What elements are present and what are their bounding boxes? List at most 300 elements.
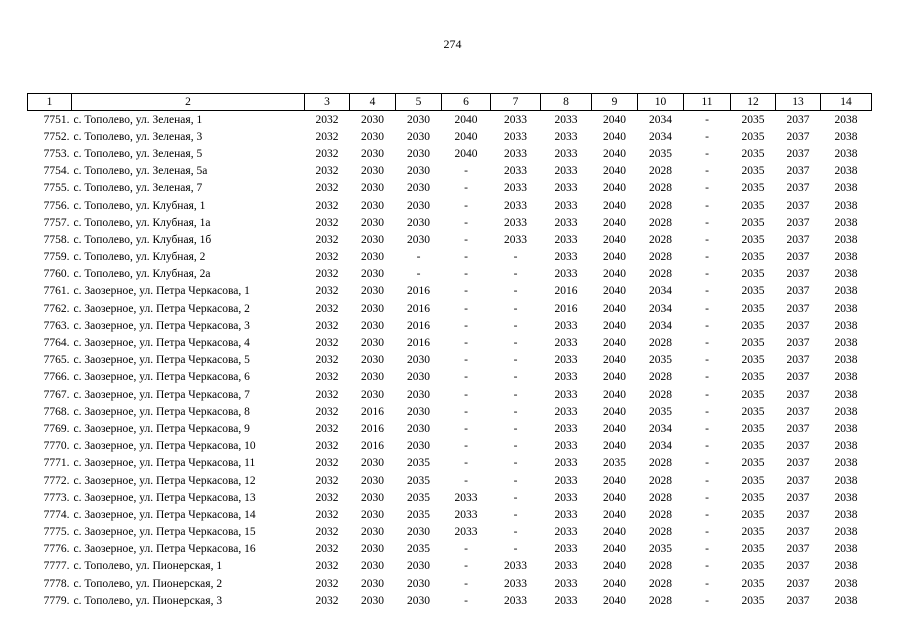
year-cell: 2037 (786, 285, 810, 298)
row-number-cell: 7767. (43, 388, 70, 401)
year-cell: 2033 (454, 508, 478, 521)
year-cell: - (464, 302, 468, 315)
row-number-cell: 7771. (43, 457, 70, 470)
year-cell: 2032 (315, 216, 339, 229)
year-cell: 2040 (603, 251, 626, 264)
address-cell: с. Тополево, ул. Клубная, 1б (73, 233, 212, 246)
year-cell: 2033 (554, 474, 578, 487)
year-cell: 2038 (834, 440, 858, 453)
year-cell: 2040 (603, 302, 626, 315)
address-cell: с. Заозерное, ул. Петра Черкасова, 5 (73, 354, 250, 367)
year-cell: 2035 (649, 147, 672, 160)
year-cell: 2034 (649, 302, 672, 315)
address-cell: с. Заозерное, ул. Петра Черкасова, 13 (73, 491, 256, 504)
table-row (28, 524, 872, 541)
year-cell: 2032 (315, 526, 339, 539)
year-cell: 2040 (603, 405, 626, 418)
year-cell: - (464, 216, 468, 229)
year-cell: 2035 (741, 594, 765, 607)
year-cell: 2038 (834, 165, 858, 178)
address-cell: с. Тополево, ул. Пионерская, 2 (73, 577, 223, 590)
year-cell: - (513, 302, 518, 315)
year-cell: - (705, 594, 709, 607)
column-header: 13 (776, 94, 821, 111)
column-header: 2 (72, 94, 305, 111)
year-cell: 2030 (361, 285, 384, 298)
row-number-cell: 7753. (43, 147, 70, 160)
year-cell: 2033 (554, 113, 578, 126)
year-cell: 2033 (554, 457, 578, 470)
year-cell: 2033 (504, 233, 527, 246)
year-cell: 2038 (834, 233, 858, 246)
address-cell: с. Тополево, ул. Пионерская, 3 (73, 594, 223, 607)
row-number-cell: 7763. (43, 319, 70, 332)
year-cell: 2037 (786, 543, 810, 556)
year-cell: 2030 (361, 508, 384, 521)
year-cell: 2030 (407, 147, 430, 160)
row-number-cell: 7774. (43, 508, 70, 521)
year-cell: - (705, 388, 709, 401)
year-cell: 2033 (554, 182, 578, 195)
year-cell: 2028 (649, 268, 672, 281)
year-cell: 2033 (554, 233, 578, 246)
year-cell: 2038 (834, 113, 858, 126)
year-cell: - (705, 130, 709, 143)
year-cell: 2033 (554, 319, 578, 332)
year-cell: 2033 (554, 405, 578, 418)
year-cell: 2016 (407, 337, 430, 350)
year-cell: 2028 (649, 560, 672, 573)
year-cell: 2038 (834, 319, 858, 332)
year-cell: 2030 (361, 457, 384, 470)
row-number-cell: 7752. (43, 130, 70, 143)
year-cell: 2038 (834, 130, 858, 143)
year-cell: 2030 (407, 594, 430, 607)
year-cell: 2034 (649, 130, 672, 143)
year-cell: 2030 (361, 526, 384, 539)
year-cell: - (705, 491, 709, 504)
year-cell: 2033 (554, 508, 578, 521)
year-cell: 2033 (554, 560, 578, 573)
year-cell: - (705, 422, 709, 435)
year-cell: 2038 (834, 543, 858, 556)
year-cell: 2030 (361, 199, 384, 212)
table-row (28, 180, 872, 197)
year-cell: - (705, 474, 709, 487)
year-cell: - (464, 457, 468, 470)
address-cell: с. Заозерное, ул. Петра Черкасова, 12 (73, 474, 256, 487)
table-row (28, 455, 872, 472)
year-cell: 2033 (554, 337, 578, 350)
address-cell: с. Тополево, ул. Зеленая, 5 (73, 147, 203, 160)
year-cell: 2035 (741, 388, 765, 401)
table-row (28, 438, 872, 455)
year-cell: 2034 (649, 440, 672, 453)
year-cell: - (513, 440, 518, 453)
year-cell: - (705, 251, 709, 264)
year-cell: 2030 (407, 371, 430, 384)
year-cell: 2030 (407, 233, 430, 246)
year-cell: 2033 (454, 526, 478, 539)
year-cell: 2032 (315, 302, 339, 315)
year-cell: 2035 (741, 130, 765, 143)
year-cell: - (705, 440, 709, 453)
year-cell: 2035 (649, 543, 672, 556)
table-row (28, 558, 872, 575)
year-cell: 2040 (603, 216, 626, 229)
row-number-cell: 7778. (43, 577, 70, 590)
year-cell: 2016 (361, 440, 384, 453)
address-cell: с. Заозерное, ул. Петра Черкасова, 1 (73, 285, 250, 298)
address-cell: с. Заозерное, ул. Петра Черкасова, 7 (73, 388, 250, 401)
year-cell: - (513, 543, 518, 556)
address-cell: с. Заозерное, ул. Петра Черкасова, 6 (73, 371, 250, 384)
year-cell: - (464, 319, 468, 332)
year-cell: 2038 (834, 285, 858, 298)
row-number-cell: 7766. (43, 371, 70, 384)
year-cell: - (705, 526, 709, 539)
row-number-cell: 7761. (43, 285, 70, 298)
year-cell: 2040 (603, 388, 626, 401)
year-cell: 2035 (741, 491, 765, 504)
year-cell: 2030 (361, 474, 384, 487)
year-cell: 2032 (315, 405, 339, 418)
table-row (28, 266, 872, 283)
year-cell: 2032 (315, 440, 339, 453)
year-cell: 2037 (786, 508, 810, 521)
year-cell: 2032 (315, 543, 339, 556)
row-number-cell: 7764. (43, 337, 70, 350)
row-number-cell: 7759. (43, 251, 70, 264)
year-cell: 2038 (834, 371, 858, 384)
year-cell: 2016 (407, 319, 430, 332)
year-cell: 2038 (834, 474, 858, 487)
year-cell: 2038 (834, 526, 858, 539)
year-cell: - (513, 457, 518, 470)
address-cell: с. Заозерное, ул. Петра Черкасова, 16 (73, 543, 256, 556)
year-cell: 2033 (554, 216, 578, 229)
year-cell: 2032 (315, 474, 339, 487)
year-cell: 2016 (554, 302, 578, 315)
year-cell: 2038 (834, 251, 858, 264)
year-cell: 2034 (649, 285, 672, 298)
year-cell: 2033 (504, 130, 527, 143)
year-cell: 2038 (834, 337, 858, 350)
year-cell: 2033 (504, 147, 527, 160)
year-cell: 2032 (315, 285, 339, 298)
year-cell: 2035 (649, 354, 672, 367)
address-cell: с. Тополево, ул. Пионерская, 1 (73, 560, 223, 573)
year-cell: 2028 (649, 594, 672, 607)
year-cell: - (705, 268, 709, 281)
year-cell: 2035 (741, 577, 765, 590)
year-cell: 2035 (741, 251, 765, 264)
year-cell: 2037 (786, 130, 810, 143)
year-cell: 2038 (834, 388, 858, 401)
year-cell: - (464, 268, 468, 281)
year-cell: 2028 (649, 457, 672, 470)
table-row (28, 249, 872, 266)
year-cell: - (705, 543, 709, 556)
table-row (28, 214, 872, 231)
year-cell: 2033 (554, 594, 578, 607)
year-cell: 2038 (834, 182, 858, 195)
year-cell: 2037 (786, 147, 810, 160)
year-cell: 2032 (315, 165, 339, 178)
row-number-cell: 7757. (43, 216, 70, 229)
address-cell: с. Тополево, ул. Зеленая, 3 (73, 130, 203, 143)
year-cell: 2040 (603, 182, 626, 195)
year-cell: 2030 (361, 577, 384, 590)
year-cell: 2040 (603, 474, 626, 487)
year-cell: 2040 (603, 199, 626, 212)
year-cell: - (705, 147, 709, 160)
year-cell: 2038 (834, 354, 858, 367)
year-cell: 2035 (741, 560, 765, 573)
year-cell: 2033 (554, 491, 578, 504)
year-cell: 2030 (361, 594, 384, 607)
year-cell: 2035 (741, 319, 765, 332)
year-cell: - (464, 577, 468, 590)
address-cell: с. Заозерное, ул. Петра Черкасова, 4 (73, 337, 250, 350)
year-cell: 2032 (315, 182, 339, 195)
column-header: 14 (821, 94, 872, 111)
year-cell: 2032 (315, 319, 339, 332)
column-header: 3 (305, 94, 350, 111)
year-cell: 2038 (834, 147, 858, 160)
address-cell: с. Заозерное, ул. Петра Черкасова, 8 (73, 405, 250, 418)
table-row (28, 403, 872, 420)
table-row (28, 369, 872, 386)
row-number-cell: 7768. (43, 405, 70, 418)
year-cell: 2040 (454, 130, 478, 143)
year-cell: - (513, 526, 518, 539)
year-cell: 2030 (361, 543, 384, 556)
year-cell: 2030 (361, 560, 384, 573)
year-cell: 2040 (603, 337, 626, 350)
year-cell: 2038 (834, 457, 858, 470)
year-cell: 2033 (554, 388, 578, 401)
year-cell: 2040 (603, 440, 626, 453)
year-cell: 2035 (407, 457, 430, 470)
year-cell: 2040 (603, 491, 626, 504)
address-cell: с. Тополево, ул. Клубная, 2 (73, 251, 206, 264)
year-cell: 2035 (407, 491, 430, 504)
year-cell: 2038 (834, 199, 858, 212)
year-cell: 2035 (741, 457, 765, 470)
year-cell: 2028 (649, 216, 672, 229)
year-cell: 2030 (407, 526, 430, 539)
year-cell: 2040 (603, 165, 626, 178)
year-cell: 2030 (407, 199, 430, 212)
column-header: 8 (541, 94, 592, 111)
year-cell: 2028 (649, 474, 672, 487)
year-cell: - (464, 388, 468, 401)
column-header: 1 (28, 94, 72, 111)
year-cell: 2038 (834, 302, 858, 315)
year-cell: - (513, 388, 518, 401)
year-cell: 2033 (504, 216, 527, 229)
column-header: 10 (638, 94, 684, 111)
year-cell: 2035 (741, 302, 765, 315)
year-cell: 2035 (741, 371, 765, 384)
year-cell: 2032 (315, 199, 339, 212)
year-cell: 2032 (315, 491, 339, 504)
year-cell: 2032 (315, 422, 339, 435)
year-cell: 2030 (361, 268, 384, 281)
year-cell: 2040 (603, 147, 626, 160)
table-body (28, 111, 872, 610)
year-cell: - (464, 543, 468, 556)
year-cell: 2038 (834, 594, 858, 607)
year-cell: 2037 (786, 354, 810, 367)
year-cell: 2032 (315, 233, 339, 246)
year-cell: 2030 (361, 165, 384, 178)
year-cell: 2030 (407, 560, 430, 573)
year-cell: 2033 (554, 147, 578, 160)
year-cell: 2033 (554, 543, 578, 556)
column-header: 4 (350, 94, 396, 111)
year-cell: 2028 (649, 251, 672, 264)
table-row (28, 300, 872, 317)
table-row (28, 163, 872, 180)
year-cell: 2037 (786, 577, 810, 590)
year-cell: 2040 (603, 233, 626, 246)
year-cell: - (464, 354, 468, 367)
column-header: 12 (731, 94, 776, 111)
year-cell: 2035 (741, 422, 765, 435)
table-row (28, 197, 872, 214)
year-cell: 2030 (361, 130, 384, 143)
year-cell: - (705, 354, 709, 367)
year-cell: - (513, 337, 518, 350)
table-row (28, 334, 872, 351)
table-row (28, 506, 872, 523)
year-cell: - (464, 474, 468, 487)
year-cell: 2040 (603, 285, 626, 298)
row-number-cell: 7769. (43, 422, 70, 435)
address-cell: с. Тополево, ул. Клубная, 1а (73, 216, 211, 229)
year-cell: 2033 (554, 440, 578, 453)
year-cell: 2028 (649, 199, 672, 212)
year-cell: - (513, 474, 518, 487)
column-header: 5 (396, 94, 442, 111)
year-cell: 2030 (361, 147, 384, 160)
table-row (28, 575, 872, 592)
year-cell: 2035 (407, 474, 430, 487)
year-cell: 2030 (361, 354, 384, 367)
year-cell: 2040 (603, 319, 626, 332)
year-cell: 2040 (603, 113, 626, 126)
year-cell: - (705, 113, 709, 126)
address-cell: с. Заозерное, ул. Петра Черкасова, 11 (73, 457, 256, 470)
year-cell: - (464, 251, 468, 264)
address-cell: с. Заозерное, ул. Петра Черкасова, 9 (73, 422, 250, 435)
table-row (28, 541, 872, 558)
year-cell: 2040 (603, 268, 626, 281)
year-cell: 2040 (603, 526, 626, 539)
year-cell: 2035 (741, 182, 765, 195)
year-cell: 2034 (649, 422, 672, 435)
year-cell: 2032 (315, 130, 339, 143)
year-cell: 2033 (554, 526, 578, 539)
row-number-cell: 7762. (43, 302, 70, 315)
year-cell: - (513, 354, 518, 367)
year-cell: 2035 (741, 337, 765, 350)
year-cell: - (705, 508, 709, 521)
column-header: 7 (491, 94, 541, 111)
row-number-cell: 7779. (43, 594, 70, 607)
year-cell: 2035 (741, 405, 765, 418)
year-cell: - (513, 371, 518, 384)
year-cell: 2040 (603, 577, 626, 590)
year-cell: - (705, 302, 709, 315)
year-cell: 2033 (504, 113, 527, 126)
year-cell: 2037 (786, 371, 810, 384)
year-cell: 2028 (649, 233, 672, 246)
year-cell: 2035 (741, 474, 765, 487)
year-cell: 2032 (315, 147, 339, 160)
year-cell: 2040 (603, 371, 626, 384)
table-row (28, 283, 872, 300)
year-cell: 2035 (649, 405, 672, 418)
year-cell: 2035 (407, 543, 430, 556)
year-cell: 2037 (786, 268, 810, 281)
year-cell: 2030 (361, 113, 384, 126)
year-cell: 2032 (315, 268, 339, 281)
year-cell: 2030 (361, 251, 384, 264)
row-number-cell: 7758. (43, 233, 70, 246)
year-cell: 2033 (504, 577, 527, 590)
year-cell: 2032 (315, 594, 339, 607)
year-cell: 2032 (315, 337, 339, 350)
row-number-cell: 7773. (43, 491, 70, 504)
year-cell: 2032 (315, 577, 339, 590)
year-cell: 2035 (741, 165, 765, 178)
year-cell: - (705, 337, 709, 350)
year-cell: 2038 (834, 508, 858, 521)
year-cell: 2033 (454, 491, 478, 504)
column-header: 9 (592, 94, 638, 111)
year-cell: 2032 (315, 388, 339, 401)
year-cell: 2037 (786, 474, 810, 487)
year-cell: 2037 (786, 251, 810, 264)
year-cell: 2037 (786, 113, 810, 126)
table-row (28, 111, 872, 129)
year-cell: 2032 (315, 508, 339, 521)
year-cell: 2038 (834, 560, 858, 573)
year-cell: 2033 (554, 371, 578, 384)
year-cell: - (705, 165, 709, 178)
year-cell: 2033 (504, 594, 527, 607)
year-cell: - (464, 371, 468, 384)
year-cell: 2038 (834, 491, 858, 504)
year-cell: 2030 (407, 422, 430, 435)
year-cell: 2037 (786, 165, 810, 178)
table-row (28, 352, 872, 369)
table-row (28, 592, 872, 609)
year-cell: 2035 (741, 354, 765, 367)
schedule-table (27, 93, 872, 609)
year-cell: 2016 (554, 285, 578, 298)
year-cell: 2033 (554, 577, 578, 590)
year-cell: 2030 (407, 577, 430, 590)
year-cell: - (513, 422, 518, 435)
year-cell: 2030 (361, 337, 384, 350)
address-cell: с. Тополево, ул. Зеленая, 7 (73, 182, 203, 195)
year-cell: - (705, 560, 709, 573)
year-cell: - (513, 508, 518, 521)
